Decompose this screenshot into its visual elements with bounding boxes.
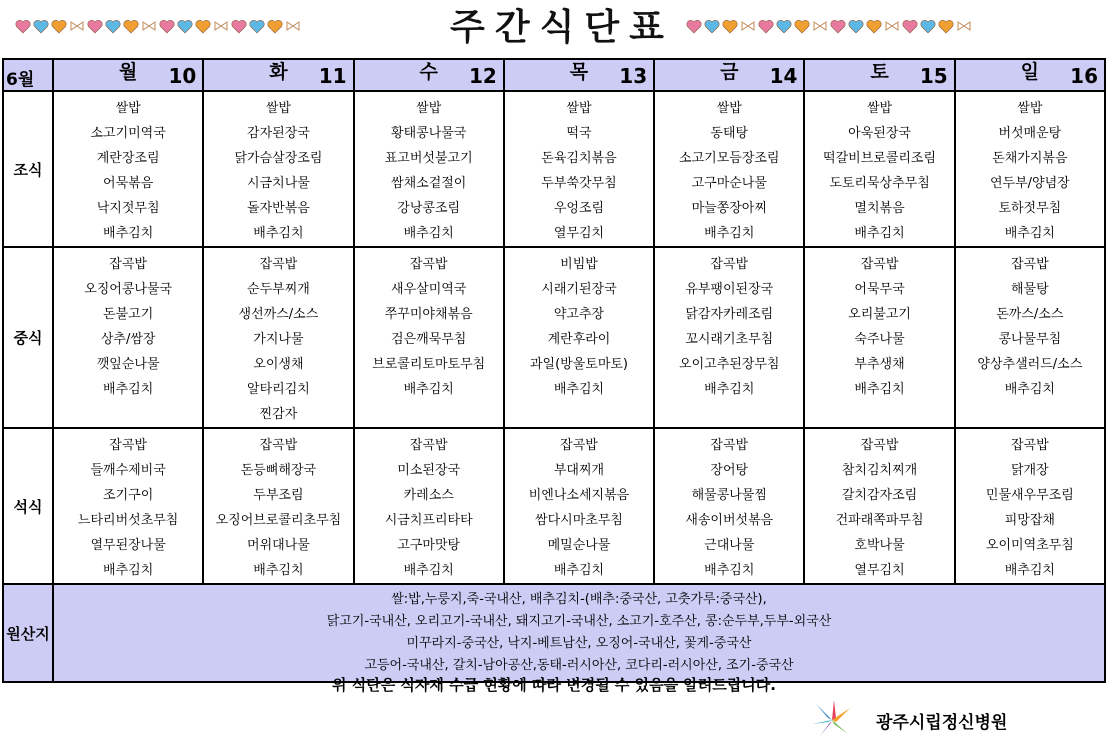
lunch-cell-day-5 (654, 247, 804, 428)
menu-item: 쌀밥 (1017, 101, 1043, 116)
hospital-logo-icon (812, 700, 852, 738)
menu-item: 부대찌개 (553, 463, 605, 478)
menu-item: 과일(방울토마토) (529, 357, 629, 372)
menu-item: 배추김치 (253, 226, 304, 241)
dinner-cell-day-6 (804, 428, 954, 584)
menu-item: 호박나물 (854, 538, 905, 553)
menu-item: 생선까스/소스 (238, 307, 319, 322)
menu-item: 잡곡밥 (259, 438, 298, 453)
menu-item: 표고버섯불고기 (384, 151, 473, 166)
day-header-wed (354, 59, 504, 91)
menu-item: 민물새우무조림 (985, 488, 1074, 503)
breakfast-row (3, 91, 1105, 247)
breakfast-cell-day-3 (354, 91, 504, 247)
menu-item: 열무김치 (854, 563, 905, 578)
menu-item: 돌자반볶음 (247, 201, 310, 216)
menu-item: 쌀밥 (716, 101, 742, 116)
title-banner (0, 0, 1108, 56)
menu-item: 어묵무국 (854, 282, 905, 297)
menu-item: 배추김치 (553, 563, 605, 578)
menu-item: 약고추장 (553, 307, 605, 322)
menu-item: 오이생채 (253, 357, 304, 372)
day-header-thu (504, 59, 654, 91)
menu-item: 쌀밥 (866, 101, 893, 116)
menu-item: 닭개장 (1011, 463, 1049, 478)
menu-item: 배추김치 (704, 382, 755, 397)
menu-item: 양상추샐러드/소스 (977, 357, 1083, 372)
menu-item: 숙주나물 (854, 332, 905, 347)
menu-item: 오이고추된장무침 (679, 357, 780, 372)
heart-garland-right-icon (685, 14, 973, 38)
menu-item: 쭈꾸미야채볶음 (384, 307, 473, 322)
dinner-cell-day-5 (654, 428, 804, 584)
dinner-cell-day-4 (504, 428, 654, 584)
menu-item: 마늘쫑장아찌 (691, 201, 767, 216)
menu-item: 멸치볶음 (854, 201, 905, 216)
day-header-fri (654, 59, 804, 91)
menu-item: 쌀밥 (265, 101, 291, 116)
menu-item: 배추김치 (103, 382, 154, 397)
menu-item: 오이미역초무침 (985, 538, 1074, 553)
menu-item: 들깨수제비국 (90, 463, 166, 478)
menu-item: 머위대나물 (247, 538, 310, 553)
menu-item: 오징어브로콜리초무침 (215, 513, 342, 528)
menu-item: 연두부/양념장 (989, 176, 1070, 191)
menu-item: 동태탕 (710, 126, 749, 141)
day-header-sun (955, 59, 1105, 91)
menu-item: 비빔밥 (560, 257, 598, 272)
menu-item: 부추생채 (854, 357, 905, 372)
day-number: 16 (1070, 64, 1098, 88)
day-number: 10 (168, 64, 197, 88)
menu-item: 쌈다시마초무침 (535, 513, 623, 528)
menu-item: 도토리묵상추무침 (829, 176, 930, 191)
menu-item: 잡곡밥 (710, 438, 749, 453)
day-number: 12 (469, 64, 497, 88)
day-name: 금 (720, 61, 739, 83)
menu-item: 카레소스 (403, 488, 454, 503)
menu-item: 토하젓무침 (998, 201, 1062, 216)
menu-item: 배추김치 (704, 563, 755, 578)
menu-item: 열무김치 (553, 226, 605, 241)
day-name: 토 (870, 61, 889, 83)
menu-item: 시래기된장국 (541, 282, 617, 297)
menu-item: 해물탕 (1011, 282, 1049, 297)
menu-item: 새송이버섯볶음 (685, 513, 774, 528)
hospital-name: 광주시립정신병원 (876, 713, 1008, 733)
heart-garland-left-icon (14, 14, 302, 38)
menu-item: 쌀밥 (115, 101, 141, 116)
menu-item: 느타리버섯초무침 (77, 513, 179, 528)
origin-line: 쌀:밥,누룽지,죽-국내산, 배추김치-(배추:중국산, 고춧가루:중국산), (391, 592, 767, 607)
menu-item: 우엉조림 (553, 201, 605, 216)
dinner-cell-day-1 (53, 428, 203, 584)
menu-item: 돈까스/소스 (996, 307, 1064, 322)
origin-info (53, 584, 1105, 682)
menu-item: 잡곡밥 (860, 257, 899, 272)
menu-item: 해물콩나물찜 (691, 488, 767, 503)
menu-item: 배추김치 (103, 226, 154, 241)
menu-item: 잡곡밥 (409, 438, 448, 453)
menu-item: 잡곡밥 (409, 257, 448, 272)
menu-item: 계란후라이 (547, 332, 611, 347)
menu-item: 잡곡밥 (560, 438, 598, 453)
day-name: 월 (118, 61, 138, 83)
breakfast-cell-day-2 (203, 91, 353, 247)
menu-item: 열무된장나물 (90, 538, 166, 553)
menu-item: 알타리김치 (247, 382, 310, 397)
lunch-cell-day-4 (504, 247, 654, 428)
origin-line: 닭고기-국내산, 오리고기-국내산, 돼지고기-국내산, 소고기-호주산, 콩:순두부,두부-외국산 (326, 614, 832, 629)
origin-line: 고등어-국내산, 갈치-남아공산,동태-러시아산, 코다리-러시아산, 조기-중국산 (364, 658, 794, 673)
header-row (3, 59, 1105, 91)
menu-item: 오징어콩나물국 (84, 282, 173, 297)
menu-item: 가지나물 (253, 332, 304, 347)
origin-row (3, 584, 1105, 682)
menu-item: 조기구이 (103, 488, 154, 503)
menu-item: 배추김치 (553, 382, 605, 397)
dinner-cell-day-2 (203, 428, 353, 584)
menu-item: 배추김치 (403, 382, 454, 397)
breakfast-cell-day-1 (53, 91, 203, 247)
menu-item: 배추김치 (253, 563, 304, 578)
menu-item: 순두부찌개 (247, 282, 310, 297)
menu-item: 배추김치 (1004, 382, 1055, 397)
menu-item: 고구마순나물 (691, 176, 767, 191)
menu-item: 닭감자카레조림 (685, 307, 774, 322)
menu-item: 쌀밥 (566, 101, 592, 116)
dinner-cell-day-7 (955, 428, 1105, 584)
day-name: 일 (1020, 61, 1040, 83)
menu-item: 장어탕 (710, 463, 749, 478)
menu-item: 잡곡밥 (860, 438, 899, 453)
weekly-menu-table (2, 58, 1106, 683)
day-header-mon (53, 59, 203, 91)
dinner-cell-day-3 (354, 428, 504, 584)
menu-item: 배추김치 (1004, 563, 1055, 578)
origin-line: 미꾸라지-중국산, 낙지-베트남산, 오징어-국내산, 꽃게-중국산 (406, 636, 752, 651)
day-number: 11 (318, 64, 347, 88)
menu-item: 돈채가지볶음 (992, 151, 1068, 166)
menu-item: 두부쑥갓무침 (541, 176, 617, 191)
day-number: 15 (919, 64, 948, 88)
day-name: 목 (569, 61, 589, 83)
breakfast-cell-day-6 (804, 91, 954, 247)
menu-item: 배추김치 (704, 226, 755, 241)
menu-item: 돈등뼈해장국 (240, 463, 317, 478)
origin-label: 원산지 (3, 584, 53, 682)
menu-item: 건파래쪽파무침 (835, 513, 924, 528)
menu-item: 잡곡밥 (109, 257, 147, 272)
lunch-cell-day-3 (354, 247, 504, 428)
menu-item: 갈치감자조림 (841, 488, 918, 503)
day-header-sat (804, 59, 954, 91)
menu-item: 피망잡채 (1004, 513, 1055, 528)
notice-text: 위 식단은 식자재 수급 현황에 따라 변경될 수 있음을 알려드립니다. (332, 676, 776, 694)
lunch-cell-day-7 (955, 247, 1105, 428)
menu-item: 잡곡밥 (710, 257, 749, 272)
menu-item: 배추김치 (103, 563, 154, 578)
menu-item: 참치김치찌개 (841, 463, 918, 478)
month-cell (3, 59, 53, 91)
lunch-cell-day-6 (804, 247, 954, 428)
meal-label-breakfast: 조식 (3, 91, 53, 247)
meal-label-dinner: 석식 (3, 428, 53, 584)
menu-item: 떡국 (566, 126, 592, 141)
lunch-row (3, 247, 1105, 428)
menu-item: 꼬시래기초무침 (685, 332, 774, 347)
menu-item: 오리불고기 (848, 307, 911, 322)
day-number: 14 (769, 64, 798, 88)
meal-label-lunch: 중식 (3, 247, 53, 428)
breakfast-cell-day-7 (955, 91, 1105, 247)
menu-item: 새우살미역국 (391, 282, 467, 297)
menu-item: 잡곡밥 (1011, 438, 1049, 453)
menu-item: 상추/쌈장 (100, 332, 156, 347)
menu-item: 찐감자 (259, 407, 298, 422)
menu-item: 시금치프리타타 (384, 513, 473, 528)
menu-item: 황태콩나물국 (391, 126, 467, 141)
menu-item: 배추김치 (854, 382, 905, 397)
menu-item: 감자된장국 (247, 126, 310, 141)
menu-item: 어묵볶음 (103, 176, 154, 191)
menu-item: 유부팽이된장국 (685, 282, 774, 297)
menu-item: 닭가슴살장조림 (234, 151, 323, 166)
menu-item: 계란장조림 (96, 151, 160, 166)
menu-item: 소고기미역국 (90, 126, 166, 141)
menu-item: 잡곡밥 (109, 438, 147, 453)
menu-item: 낙지젓무침 (96, 201, 160, 216)
menu-item: 콩나물무침 (998, 332, 1062, 347)
menu-item: 두부조림 (253, 488, 304, 503)
menu-item: 떡갈비브로콜리조림 (823, 151, 937, 166)
menu-item: 배추김치 (1004, 226, 1055, 241)
menu-item: 근대나물 (704, 538, 755, 553)
menu-item: 버섯매운탕 (998, 126, 1062, 141)
month-label: 6월 (6, 70, 35, 90)
menu-item: 검은깨묵무침 (391, 332, 467, 347)
menu-item: 배추김치 (854, 226, 905, 241)
menu-item: 강낭콩조림 (397, 201, 461, 216)
menu-item: 메밀순나물 (547, 538, 611, 553)
menu-item: 돈육김치볶음 (541, 151, 617, 166)
menu-item: 깻잎순나물 (96, 357, 160, 372)
breakfast-cell-day-4 (504, 91, 654, 247)
menu-item: 미소된장국 (397, 463, 461, 478)
dinner-row (3, 428, 1105, 584)
lunch-cell-day-1 (53, 247, 203, 428)
menu-item: 잡곡밥 (259, 257, 298, 272)
menu-item: 쌀밥 (416, 101, 442, 116)
menu-item: 돈불고기 (103, 307, 154, 322)
menu-item: 고구마맛탕 (397, 538, 461, 553)
page-title: 주간식단표 (450, 7, 674, 48)
menu-item: 브로콜리토마토무침 (372, 357, 486, 372)
menu-item: 쌈채소겉절이 (391, 176, 467, 191)
menu-item: 아욱된장국 (848, 126, 911, 141)
menu-item: 시금치나물 (247, 176, 310, 191)
menu-item: 소고기모듬장조림 (679, 151, 780, 166)
breakfast-cell-day-5 (654, 91, 804, 247)
lunch-cell-day-2 (203, 247, 353, 428)
menu-item: 배추김치 (403, 563, 454, 578)
menu-item: 배추김치 (403, 226, 454, 241)
day-name: 수 (419, 61, 438, 83)
menu-item: 비엔나소세지볶음 (528, 488, 630, 503)
day-header-tue (203, 59, 353, 91)
day-number: 13 (619, 64, 648, 88)
menu-item: 잡곡밥 (1011, 257, 1049, 272)
day-name: 화 (269, 61, 288, 83)
